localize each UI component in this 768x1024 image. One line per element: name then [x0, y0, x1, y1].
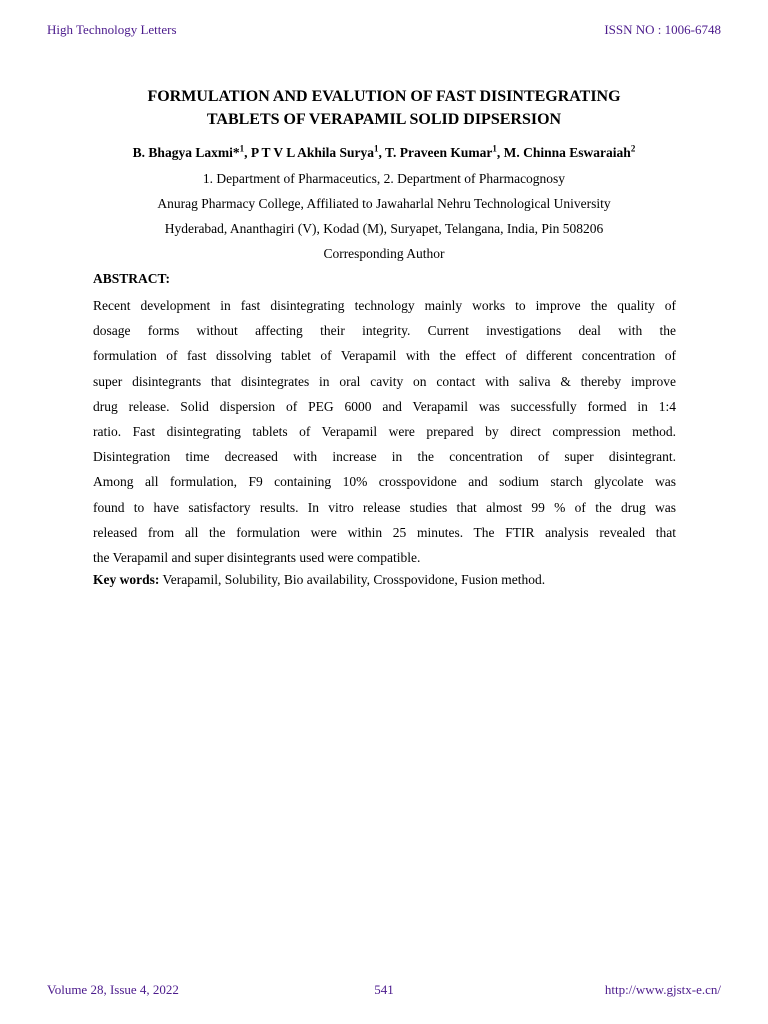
abstract-line: found to have satisfactory results. In vitro release studies that almost 99 % of the drug was: [93, 499, 676, 515]
corresponding-author-note: Corresponding Author: [323, 246, 445, 261]
title-line-1: FORMULATION AND EVALUTION OF FAST DISINTEGRATING: [147, 88, 621, 105]
paper-title: [60, 86, 708, 131]
author-name: T. Praveen Kumar: [385, 145, 493, 160]
title-line-2: TABLETS OF VERAPAMIL SOLID DIPSERSION: [206, 111, 562, 128]
author-separator: ,: [244, 145, 251, 160]
author-separator: ,: [496, 145, 504, 160]
author-name: B. Bhagya Laxmi*: [132, 145, 240, 160]
page-number: 541: [374, 982, 394, 997]
author-name: M. Chinna Eswaraiah: [503, 145, 631, 160]
author-affiliation-mark: 1: [374, 143, 379, 154]
abstract-heading: ABSTRACT:: [93, 271, 171, 286]
abstract-line: dosage forms without affecting their integrity. Current investigations deal with the: [93, 323, 676, 339]
abstract-line: the Verapamil and super disintegrants used were compatible.: [93, 550, 421, 566]
author-affiliation-mark: 1: [239, 143, 245, 154]
keywords-label: Key words:: [93, 572, 160, 587]
author-separator: ,: [378, 145, 386, 160]
author-name: P T V L Akhila Surya: [250, 145, 375, 160]
author-affiliation-mark: 1: [492, 143, 497, 154]
abstract-line: formulation of fast dissolving tablet of Verapamil with the effect of different concentration of: [93, 348, 676, 364]
keywords-text: Verapamil, Solubility, Bio availability, Crosspovidone, Fusion method.: [159, 572, 546, 587]
author-affiliation-mark: 2: [630, 143, 636, 154]
departments: 1. Department of Pharmaceutics, 2. Department of Pharmacognosy: [202, 171, 566, 186]
keywords: [93, 572, 545, 588]
address: Hyderabad, Ananthagiri (V), Kodad (M), Suryapet, Telangana, India, Pin 508206: [164, 221, 604, 236]
abstract-line: ratio. Fast disintegrating tablets of Verapamil were prepared by direct compression method.: [93, 424, 676, 440]
abstract-line: released from all the formulation were within 25 minutes. The FTIR analysis revealed that: [93, 524, 676, 540]
abstract-line: super disintegrants that disintegrates in oral cavity on contact with saliva & thereby improve: [93, 373, 676, 389]
abstract-line: Among all formulation, F9 containing 10% crosspovidone and sodium starch glycolate was: [93, 474, 676, 490]
institution: Anurag Pharmacy College, Affiliated to Jawaharlal Nehru Technological University: [157, 196, 611, 211]
journal-url[interactable]: http://www.gjstx-e.cn/: [604, 982, 721, 997]
issn-number: ISSN NO : 1006-6748: [604, 22, 721, 37]
abstract-line: Disintegration time decreased with increase in the concentration of super disintegrant.: [93, 449, 676, 465]
abstract-body: [93, 293, 676, 570]
abstract-line: Recent development in fast disintegrating technology mainly works to improve the quality of: [93, 298, 676, 313]
abstract-line: drug release. Solid dispersion of PEG 6000 and Verapamil was successfully formed in 1:4: [93, 398, 676, 414]
author-list: [40, 144, 728, 162]
journal-name: High Technology Letters: [47, 22, 177, 37]
volume-issue: Volume 28, Issue 4, 2022: [47, 982, 179, 997]
